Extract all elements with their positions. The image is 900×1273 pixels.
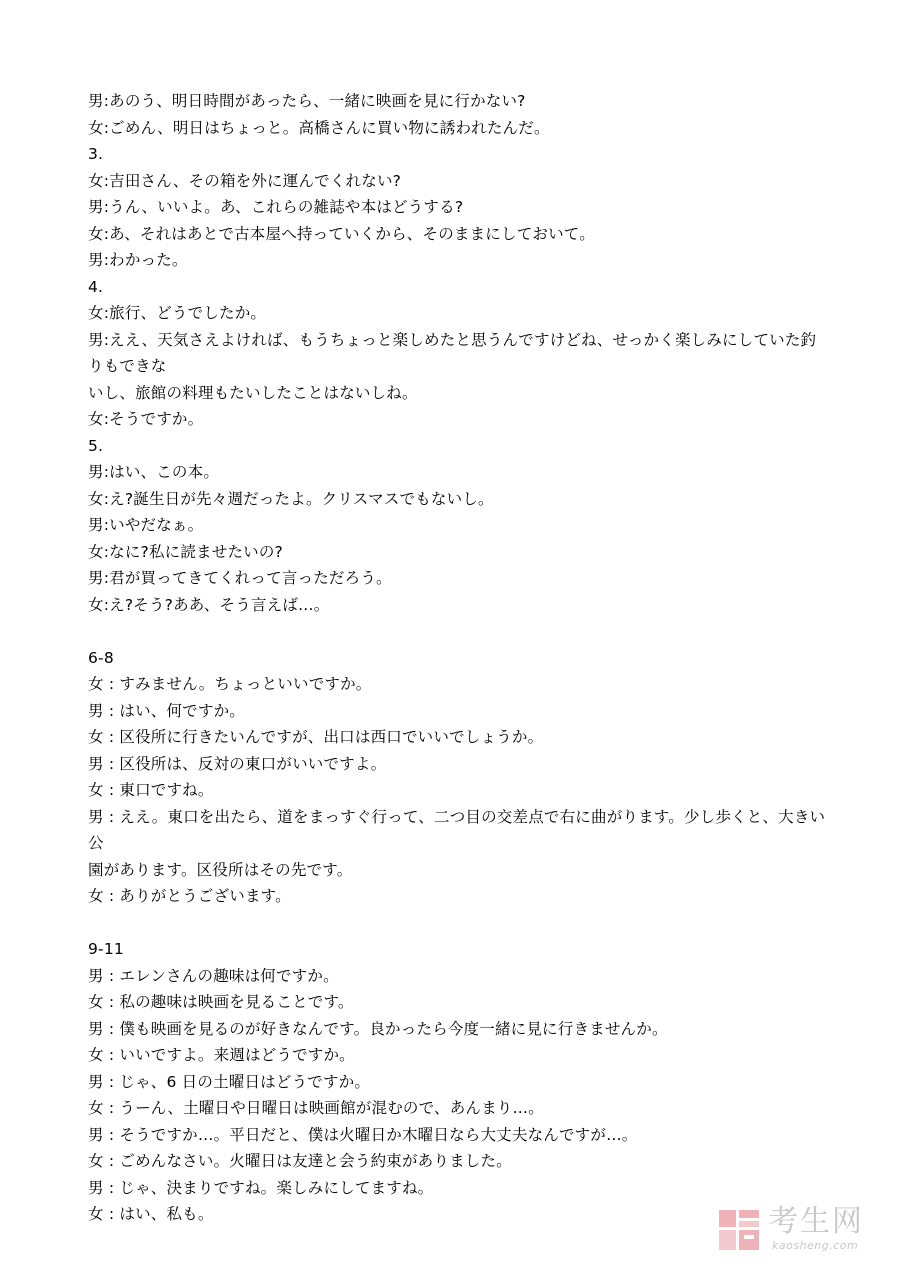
dialogue-line: 男 : ええ。東口を出たら、道をまっすぐ行って、二つ目の交差点で右に曲がります。少し歩くと、大きい公 (88, 807, 826, 852)
dialogue-line: 女 : 区役所に行きたいんですが、出口は西口でいいでしょうか。 (88, 728, 544, 746)
dialogue-line: 女 : いいですよ。来週はどうですか。 (88, 1046, 355, 1064)
watermark (716, 1203, 886, 1259)
dialogue-line: 女 : はい、私も。 (88, 1205, 214, 1223)
dialogue-line: 女:そうですか。 (88, 410, 204, 428)
watermark-site-name: 考生网 (768, 1204, 864, 1239)
document-body (88, 88, 828, 1228)
dialogue-line: 女:え?誕生日が先々週だったよ。クリスマスでもないし。 (88, 489, 494, 508)
dialogue-line: 女:吉田さん、その箱を外に運んでくれない? (88, 171, 402, 190)
dialogue-line: 女 : うーん、土曜日や日曜日は映画館が混むので、あんまり…。 (88, 1099, 544, 1117)
dialogue-line: 4. (88, 277, 104, 296)
dialogue-line: 女 : すみません。ちょっといいですか。 (88, 675, 372, 693)
dialogue-line: 男 : じゃ、6 日の土曜日はどうですか。 (88, 1072, 371, 1091)
kaosheng-logo-icon (716, 1207, 762, 1253)
dialogue-line: 女 : ごめんなさい。火曜日は友達と会う約束がありました。 (88, 1152, 512, 1170)
dialogue-line: 男 : はい、何ですか。 (88, 701, 245, 720)
blank-line (88, 910, 828, 937)
dialogue-line: 園があります。区役所はその先です。 (88, 860, 353, 879)
dialogue-line: 女 : 東口ですね。 (88, 781, 214, 799)
dialogue-line: 男:君が買ってきてくれって言っただろう。 (88, 569, 392, 587)
watermark-domain: kaosheng.com (772, 1239, 859, 1252)
blank-line (88, 618, 828, 645)
dialogue-line: 女:なに?私に読ませたいの? (88, 542, 283, 561)
dialogue-line: 女 : ありがとうございます。 (88, 887, 291, 905)
dialogue-line: いし、旅館の料理もたいしたことはないしね。 (88, 383, 418, 402)
dialogue-line: 6-8 (88, 648, 114, 667)
dialogue-line: 男:いやだなぁ。 (88, 516, 204, 534)
dialogue-line: 女:ごめん、明日はちょっと。高橋さんに買い物に誘われたんだ。 (88, 118, 550, 137)
dialogue-line: 男 : エレンさんの趣味は何ですか。 (88, 966, 339, 985)
dialogue-line: 女 : 私の趣味は映画を見ることです。 (88, 993, 354, 1011)
dialogue-line: 女:あ、それはあとで古本屋へ持っていくから、そのままにしておいて。 (88, 224, 595, 243)
dialogue-line: 9-11 (88, 940, 124, 958)
dialogue-line: 男 : 区役所は、反対の東口がいいですよ。 (88, 754, 387, 773)
dialogue-line: 男 : じゃ、決まりですね。楽しみにしてますね。 (88, 1178, 434, 1197)
dialogue-line: 3. (88, 145, 104, 163)
dialogue-line: 男:わかった。 (88, 251, 188, 269)
dialogue-line: 男:ええ、天気さえよければ、もうちょっと楽しめたと思うんですけどね、せっかく楽しみにしていた釣りもできな (88, 330, 817, 375)
dialogue-line: 女:え?そう?ああ、そう言えば…。 (88, 595, 330, 614)
dialogue-line: 男 : そうですか…。平日だと、僕は火曜日か木曜日なら大丈夫なんですが…。 (88, 1125, 638, 1144)
dialogue-line: 男:うん、いいよ。あ、これらの雑誌や本はどうする? (88, 198, 464, 216)
dialogue-line: 男:あのう、明日時間があったら、一緒に映画を見に行かない? (88, 92, 526, 110)
dialogue-line: 男:はい、この本。 (88, 463, 220, 481)
dialogue-line: 男 : 僕も映画を見るのが好きなんです。良かったら今度一緒に見に行きませんか。 (88, 1019, 668, 1038)
dialogue-line: 5. (88, 436, 104, 455)
dialogue-line: 女:旅行、どうでしたか。 (88, 304, 267, 322)
